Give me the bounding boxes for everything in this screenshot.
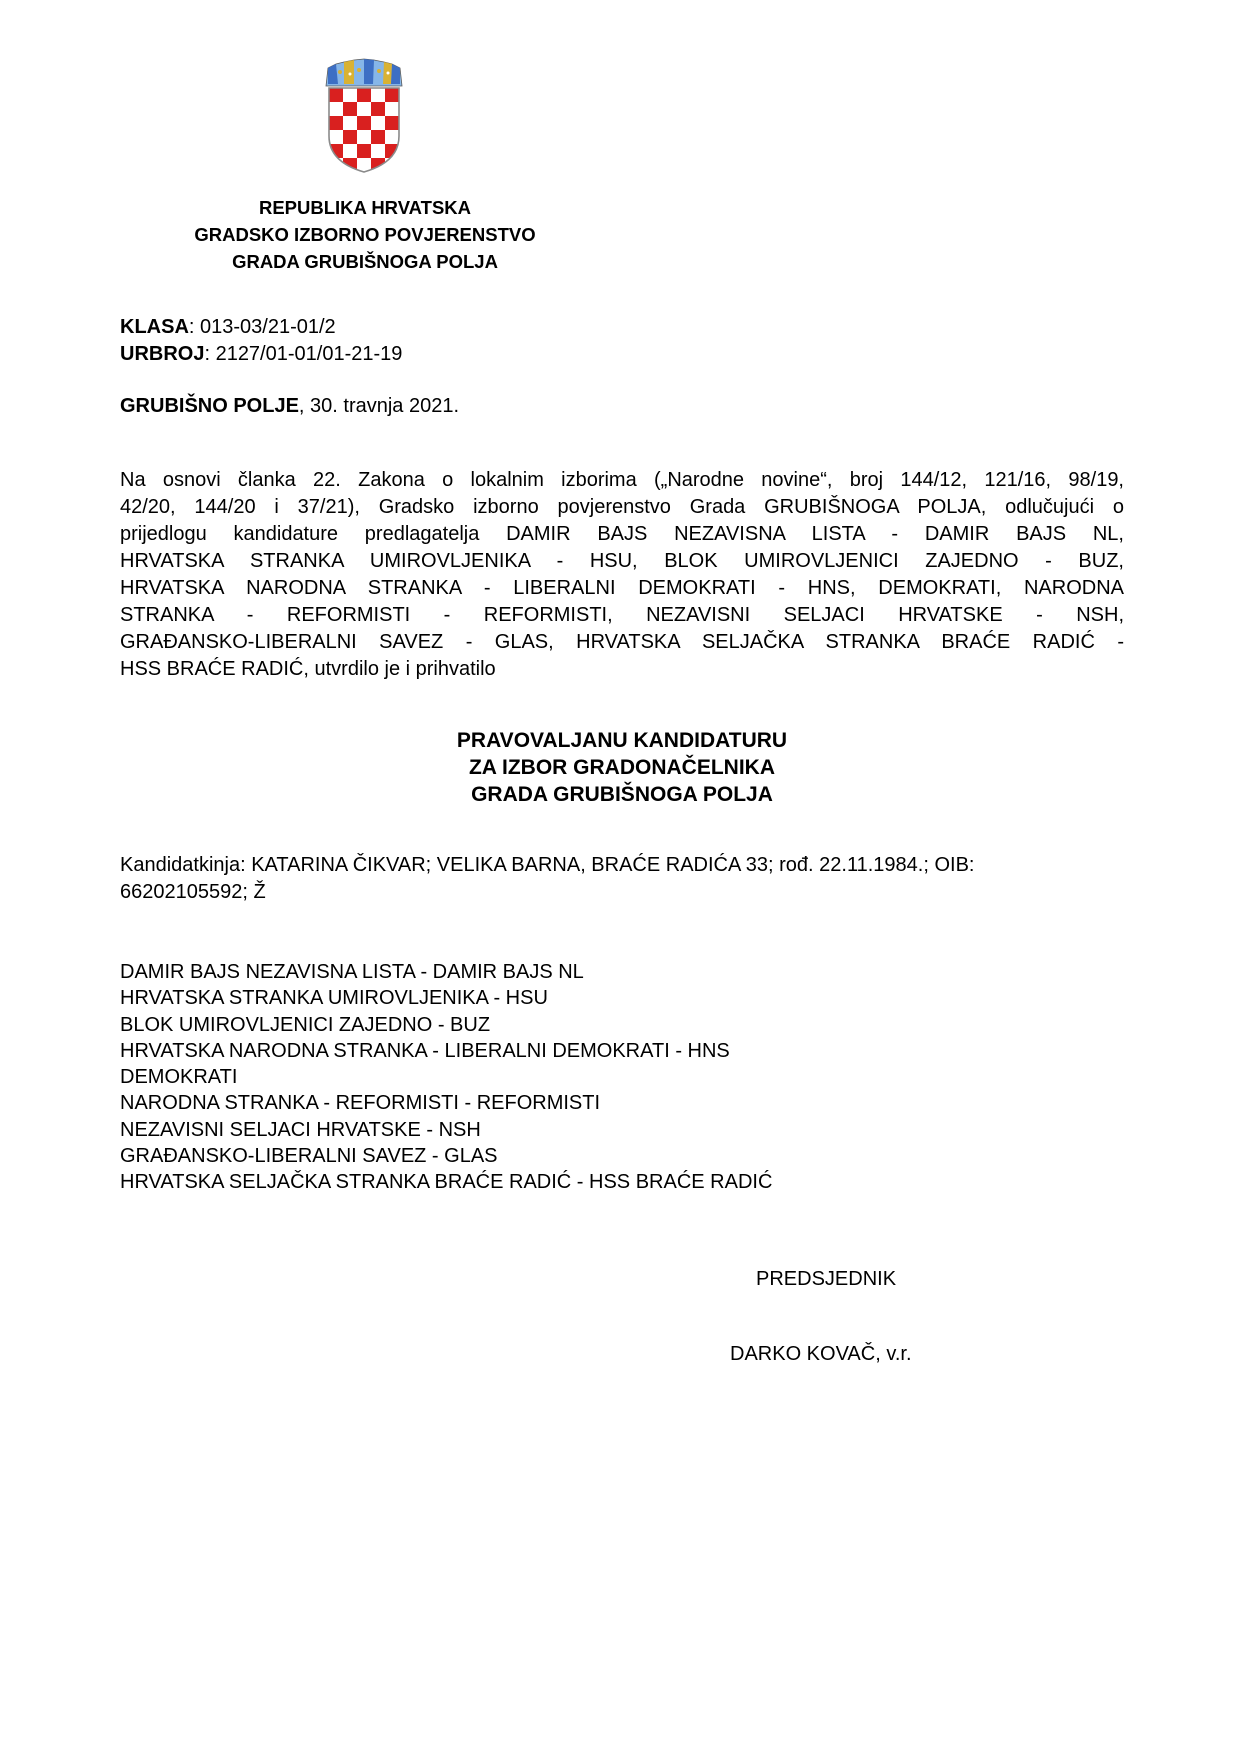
proposer-list [120,959,772,1196]
list-item: BLOK UMIROVLJENICI ZAJEDNO - BUZ [120,1013,491,1036]
urbroj-value: : 2127/01-01/01-21-19 [204,343,403,365]
place-date-line [120,393,459,420]
place-label: GRUBIŠNO POLJE [120,395,299,417]
preamble-line: GRAĐANSKO-LIBERALNI SAVEZ - GLAS, HRVATSKA SELJAČKA STRANKA BRAĆE RADIĆ - [120,631,1124,653]
decision-line-3: GRADA GRUBIŠNOGA POLJA [471,783,773,806]
decision-line-1: PRAVOVALJANU KANDIDATURU [456,729,788,752]
list-item: HRVATSKA STRANKA UMIROVLJENIKA - HSU [120,987,548,1010]
preamble-line: HRVATSKA NARODNA STRANKA - LIBERALNI DEMOKRATI - HNS, DEMOKRATI, NARODNA [120,577,1124,599]
issuer-header [120,194,610,275]
preamble-line: STRANKA - REFORMISTI - REFORMISTI, NEZAVISNI SELJACI HRVATSKE - NSH, [120,604,1124,626]
urbroj-line [120,341,402,368]
issuer-line-2: GRADSKO IZBORNO POVJERENSTVO [194,224,536,245]
date-value: , 30. travnja 2021. [298,395,460,417]
candidate-line-2: 66202105592; Ž [120,881,266,903]
klasa-label: KLASA [120,316,189,338]
preamble-line: HRVATSKA STRANKA UMIROVLJENIKA - HSU, BLOK UMIROVLJENICI ZAJEDNO - BUZ, [120,550,1124,572]
preamble-line: Na osnovi članka 22. Zakona o lokalnim izborima („Narodne novine“, broj 144/12, 121/16, 98/19, [120,469,1124,491]
list-item: GRAĐANSKO-LIBERALNI SAVEZ - GLAS [120,1145,498,1168]
list-item: NEZAVISNI SELJACI HRVATSKE - NSH [120,1118,481,1141]
candidate-line-1: Kandidatkinja: KATARINA ČIKVAR; VELIKA BARNA, BRAĆE RADIĆA 33; rođ. 22.11.1984.; OIB: [120,854,975,876]
list-item: HRVATSKA SELJAČKA STRANKA BRAĆE RADIĆ - HSS BRAĆE RADIĆ [120,1171,773,1194]
preamble-paragraph [120,467,1124,683]
decision-line-2: ZA IZBOR GRADONAČELNIKA [468,756,776,779]
urbroj-label: URBROJ [120,343,205,365]
issuer-line-3: GRADA GRUBIŠNOGA POLJA [232,251,498,272]
signature-name: DARKO KOVAČ, v.r. [730,1343,912,1365]
preamble-line: 42/20, 144/20 i 37/21), Gradsko izborno povjerenstvo Grada GRUBIŠNOGA POLJA, odlučujući o [120,496,1124,518]
crown [326,59,402,86]
list-item: DEMOKRATI [120,1066,238,1089]
croatian-coat-of-arms-icon [322,58,406,174]
list-item: NARODNA STRANKA - REFORMISTI - REFORMISTI [120,1092,601,1115]
list-item: DAMIR BAJS NEZAVISNA LISTA - DAMIR BAJS NL [120,961,584,983]
signature-title: PREDSJEDNIK [756,1268,897,1290]
issuer-line-1: REPUBLIKA HRVATSKA [258,197,472,218]
list-item: HRVATSKA NARODNA STRANKA - LIBERALNI DEMOKRATI - HNS [120,1039,730,1062]
klasa-value: : 013-03/21-01/2 [188,316,336,338]
klasa-line [120,314,336,341]
preamble-line: prijedlogu kandidature predlagatelja DAMIR BAJS NEZAVISNA LISTA - DAMIR BAJS NL, [120,523,1124,545]
checkerboard [329,88,399,174]
decision-title [120,727,1124,808]
candidate-info [120,852,1130,906]
preamble-line: HSS BRAĆE RADIĆ, utvrdilo je i prihvatilo [120,658,496,680]
